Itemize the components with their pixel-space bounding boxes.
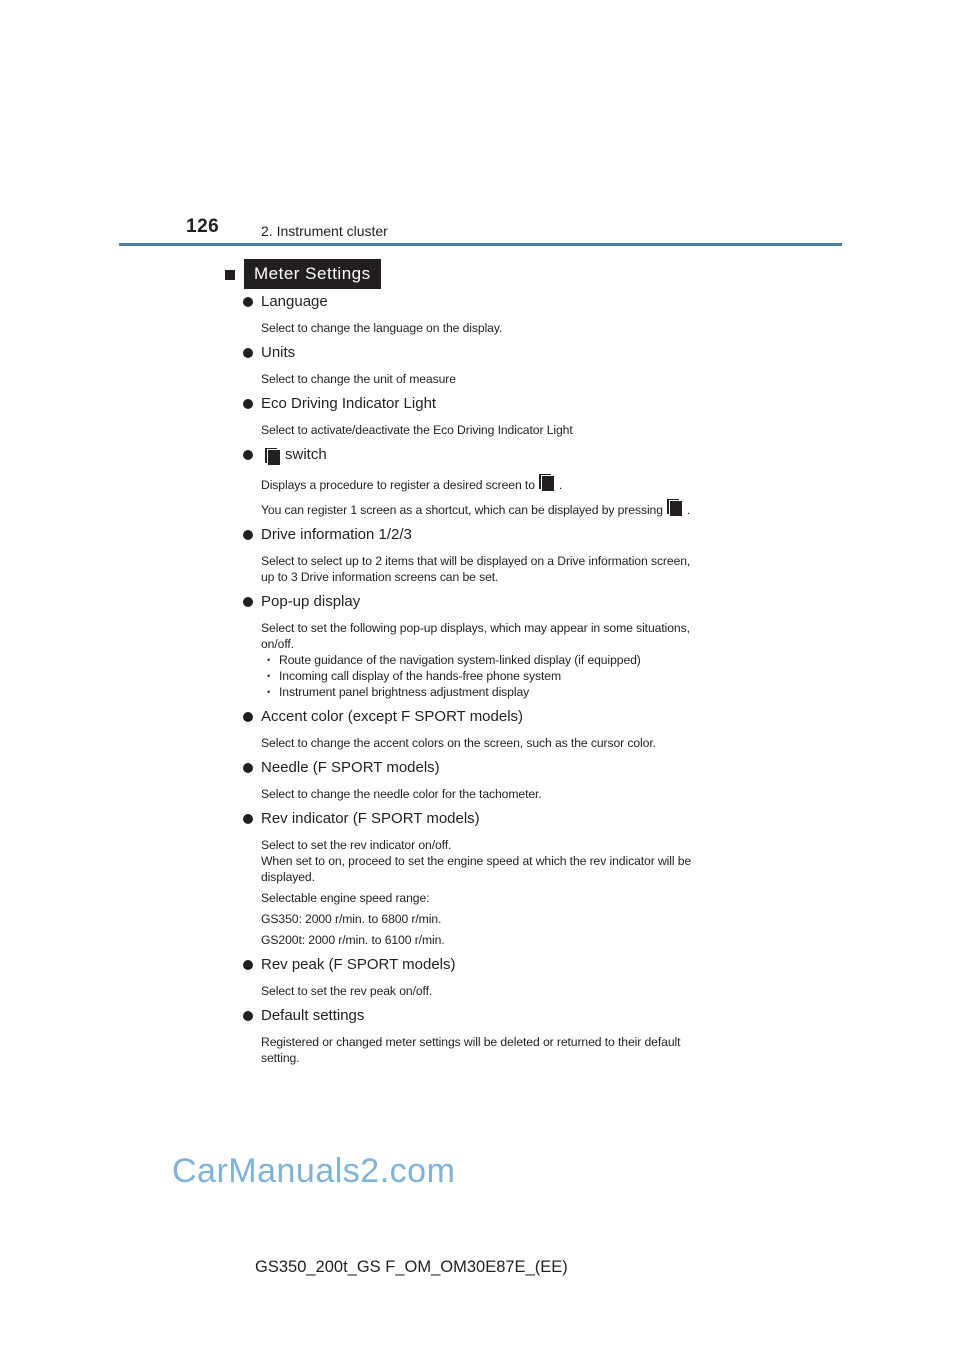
screen-stack-icon	[666, 498, 683, 517]
round-bullet-icon	[243, 763, 253, 773]
screen-stack-icon	[538, 473, 555, 492]
item-description: Select to activate/deactivate the Eco Driving Indicator Light	[261, 423, 573, 437]
item-title: Pop-up display	[261, 593, 361, 610]
item-description: Select to select up to 2 items that will be displayed on a Drive information screen, up to 3 Drive information screens can be set.	[261, 554, 691, 584]
page-number: 126	[186, 216, 220, 237]
heading-label: Meter Settings	[244, 259, 381, 289]
item-description: Select to change the accent colors on the screen, such as the cursor color.	[261, 736, 656, 750]
header-divider	[119, 243, 842, 246]
item-description: Select to set the rev indicator on/off. When set to on, proceed to set the engine speed at which the rev indicator will be displayed. Selectable engine speed range: GS350: 2000 r/min. to 6800 r/min. GS200t: 2000 r/min. to 6100 r/min.	[261, 838, 692, 947]
list-item-accent-color	[243, 706, 753, 751]
round-bullet-icon	[243, 348, 253, 358]
item-title: Eco Driving Indicator Light	[261, 395, 437, 412]
round-bullet-icon	[243, 530, 253, 540]
list-item-language	[243, 291, 753, 336]
list-item-drive-information	[243, 524, 753, 585]
footer-document-code: GS350_200t_GS F_OM_OM30E87E_(EE)	[255, 1258, 568, 1276]
item-description: Registered or changed meter settings will be deleted or returned to their default setting.	[261, 1035, 681, 1065]
item-description: Select to change the needle color for the tachometer.	[261, 787, 542, 801]
item-description: Displays a procedure to register a desired screen to . You can register 1 screen as a shortcut, which can be displayed by pressing .	[243, 473, 753, 518]
list-item-default-settings	[243, 1005, 753, 1066]
item-description: Select to change the language on the display.	[261, 321, 503, 335]
list-item-needle	[243, 757, 753, 802]
square-bullet-icon	[225, 270, 235, 280]
item-description: Select to change the unit of measure	[261, 372, 456, 386]
item-description: Select to set the following pop-up displays, which may appear in some situations, on/off. • Route guidance of the navigation system-linked display (if equipped) • Incoming call display of the hands-free phone system • Instrument panel brightness adjustment display	[243, 620, 753, 700]
round-bullet-icon	[243, 814, 253, 824]
list-item-eco-driving	[243, 393, 753, 438]
item-title: switch	[285, 446, 327, 463]
round-bullet-icon	[243, 597, 253, 607]
item-title: Rev peak (F SPORT models)	[261, 956, 456, 973]
list-item-units	[243, 342, 753, 387]
sub-bullet: • Route guidance of the navigation system-linked display (if equipped)	[261, 652, 753, 668]
round-bullet-icon	[243, 399, 253, 409]
list-item-rev-peak	[243, 954, 753, 999]
item-title: Rev indicator (F SPORT models)	[261, 810, 480, 827]
settings-list	[243, 289, 753, 1072]
item-title: Needle (F SPORT models)	[261, 759, 440, 776]
round-bullet-icon	[243, 712, 253, 722]
sub-bullet: • Instrument panel brightness adjustment display	[261, 684, 753, 700]
screen-stack-icon	[264, 447, 281, 466]
item-title: Language	[261, 293, 328, 310]
sub-bullet: • Incoming call display of the hands-free phone system	[261, 668, 753, 684]
item-description: Select to set the rev peak on/off.	[261, 984, 433, 998]
round-bullet-icon	[243, 297, 253, 307]
list-item-switch	[243, 444, 753, 518]
subsection-heading	[225, 259, 381, 289]
list-item-popup-display	[243, 591, 753, 700]
item-title: Units	[261, 344, 296, 361]
item-title: Drive information 1/2/3	[261, 526, 412, 543]
item-title: Accent color (except F SPORT models)	[261, 708, 524, 725]
round-bullet-icon	[243, 450, 253, 460]
item-title: Default settings	[261, 1007, 365, 1024]
list-item-rev-indicator	[243, 808, 753, 948]
section-title: 2. Instrument cluster	[261, 223, 388, 239]
round-bullet-icon	[243, 1011, 253, 1021]
watermark-text: CarManuals2.com	[172, 1152, 456, 1190]
round-bullet-icon	[243, 960, 253, 970]
